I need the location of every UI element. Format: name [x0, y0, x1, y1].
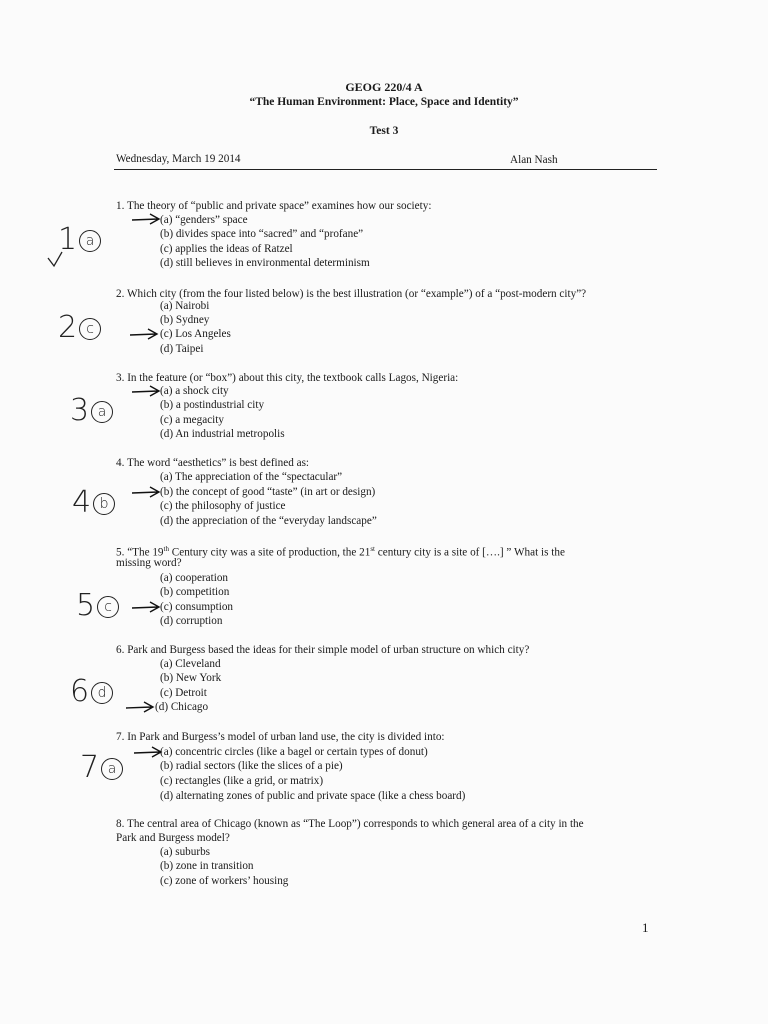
handwritten-answer-4: 4 b: [72, 485, 115, 520]
q8-option-b: (b) zone in transition: [160, 860, 254, 872]
test-date: Wednesday, March 19 2014: [116, 153, 241, 165]
question-8-line1: 8. The central area of Chicago (known as “The Loop”) corresponds to which general area of a city in the: [116, 818, 584, 830]
question-2: 2. Which city (from the four listed below) is the best illustration (or “example”) of a “post-modern city”?: [116, 288, 587, 300]
handwritten-answer-3: 3 a: [70, 393, 113, 428]
arrow-right-icon: [130, 212, 162, 226]
question-1: 1. The theory of “public and private space” examines how our society:: [116, 200, 432, 212]
arrow-right-icon: [124, 700, 156, 714]
q7-option-b: (b) radial sectors (like the slices of a pie): [160, 760, 343, 772]
page-number: 1: [642, 920, 649, 935]
q4-option-b: (b) the concept of good “taste” (in art or design): [160, 486, 376, 498]
q8-option-a: (a) suburbs: [160, 846, 211, 858]
handwritten-answer-2: 2 c: [58, 310, 101, 345]
q3-option-a: (a) a shock city: [160, 385, 229, 397]
question-5-line1: 5. “The 19th Century city was a site of production, the 21st century city is a site of [….] ” What is the: [116, 545, 565, 559]
q4-option-d: (d) the appreciation of the “everyday landscape”: [160, 515, 377, 527]
q2-option-a: (a) Nairobi: [160, 300, 210, 312]
arrow-right-icon: [130, 600, 162, 614]
q4-option-a: (a) The appreciation of the “spectacular”: [160, 471, 343, 483]
test-title: Test 3: [369, 125, 399, 137]
q3-option-c: (c) a megacity: [160, 414, 224, 426]
question-5-line2: missing word?: [116, 557, 182, 569]
q8-option-c: (c) zone of workers’ housing: [160, 875, 289, 887]
q6-option-b: (b) New York: [160, 672, 222, 684]
question-7: 7. In Park and Burgess’s model of urban land use, the city is divided into:: [116, 731, 445, 743]
handwritten-answer-1: 1 a: [58, 222, 101, 257]
q2-option-d: (d) Taipei: [160, 343, 204, 355]
q2-option-b: (b) Sydney: [160, 314, 210, 326]
arrow-right-icon: [132, 745, 164, 759]
q5-option-b: (b) competition: [160, 586, 230, 598]
q1-option-d: (d) still believes in environmental determinism: [160, 257, 370, 269]
q3-option-d: (d) An industrial metropolis: [160, 428, 285, 440]
handwritten-answer-6: 6 d: [70, 674, 113, 709]
q1-option-a: (a) “genders” space: [160, 214, 248, 226]
q6-option-c: (c) Detroit: [160, 687, 207, 699]
question-3: 3. In the feature (or “box”) about this city, the textbook calls Lagos, Nigeria:: [116, 372, 459, 384]
q6-option-d: (d) Chicago: [155, 701, 209, 713]
arrow-right-icon: [130, 384, 162, 398]
q5-option-a: (a) cooperation: [160, 572, 229, 584]
q4-option-c: (c) the philosophy of justice: [160, 500, 286, 512]
arrow-right-icon: [130, 485, 162, 499]
handwritten-answer-5: 5 c: [76, 588, 119, 623]
header-rule: [114, 169, 657, 170]
q3-option-b: (b) a postindustrial city: [160, 399, 265, 411]
check-mark-icon: [46, 250, 66, 270]
q7-option-a: (a) concentric circles (like a bagel or certain types of donut): [160, 746, 428, 758]
q7-option-c: (c) rectangles (like a grid, or matrix): [160, 775, 324, 787]
instructor-name: Alan Nash: [510, 154, 558, 166]
q1-option-b: (b) divides space into “sacred” and “profane”: [160, 228, 364, 240]
q1-option-c: (c) applies the ideas of Ratzel: [160, 243, 293, 255]
question-6: 6. Park and Burgess based the ideas for their simple model of urban structure on which city?: [116, 644, 530, 656]
q5-option-c: (c) consumption: [160, 601, 234, 613]
q7-option-d: (d) alternating zones of public and private space (like a chess board): [160, 790, 466, 802]
course-code: GEOG 220/4 A: [345, 80, 423, 94]
question-8-line2: Park and Burgess model?: [116, 832, 230, 844]
course-title: “The Human Environment: Place, Space and Identity”: [249, 96, 519, 108]
q5-option-d: (d) corruption: [160, 615, 223, 627]
arrow-right-icon: [128, 327, 160, 341]
question-4: 4. The word “aesthetics” is best defined as:: [116, 457, 310, 469]
q6-option-a: (a) Cleveland: [160, 658, 221, 670]
handwritten-answer-7: 7 a: [80, 750, 123, 785]
q2-option-c: (c) Los Angeles: [160, 328, 231, 340]
